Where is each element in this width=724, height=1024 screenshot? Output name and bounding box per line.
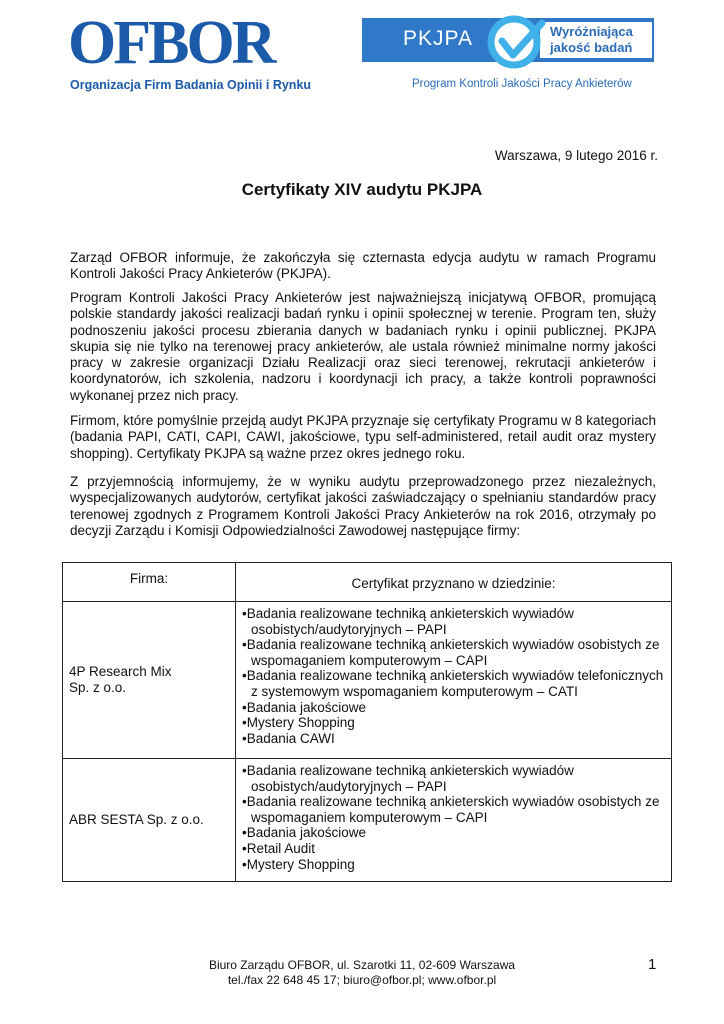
document-date: Warszawa, 9 lutego 2016 r. bbox=[494, 148, 658, 163]
document-title: Certyfikaty XIV audytu PKJPA bbox=[241, 180, 483, 199]
list-item: • Badania realizowane techniką ankieterskich wywiadów osobistych ze wspomaganiem komputerowym – CAPI bbox=[242, 637, 665, 668]
list-item: • Badania CAWI bbox=[242, 731, 665, 747]
paragraph-certificates: Firmom, które pomyślnie przejdą audyt PKJPA przyznaje się certyfikaty Programu w 8 kategoriach (badania PAPI, CATI, CAPI, CAWI, jakościowe, typu self-administered, retail audit oraz mystery shopping). Certyfikaty PKJPA są ważne przez okres jednego roku. bbox=[70, 413, 656, 461]
list-item: • Badania jakościowe bbox=[242, 825, 665, 841]
pkjpa-checkmark-icon bbox=[484, 11, 546, 77]
firm-name-line: 4P Research Mix bbox=[69, 663, 172, 679]
list-item: • Badania jakościowe bbox=[242, 700, 665, 716]
table-row bbox=[63, 602, 672, 759]
field-list bbox=[242, 763, 665, 872]
firm-cell bbox=[63, 602, 236, 759]
footer-contact: tel./fax 22 648 45 17; biuro@ofbor.pl; www.ofbor.pl bbox=[227, 973, 497, 987]
paragraph-intro: Zarząd OFBOR informuje, że zakończyła się czternasta edycja audytu w ramach Programu Kontroli Jakości Pracy Ankieterów (PKJPA). bbox=[70, 250, 656, 282]
firm-name-line: ABR SESTA Sp. z o.o. bbox=[69, 811, 204, 827]
pkjpa-badge-line2: jakość badań bbox=[550, 40, 633, 55]
list-item: • Badania realizowane techniką ankieterskich wywiadów osobistych/audytoryjnych – PAPI bbox=[242, 763, 665, 794]
pkjpa-badge-line1: Wyróżniająca bbox=[550, 24, 633, 39]
ofbor-logo-subtitle: Organizacja Firm Badania Opinii i Rynku bbox=[70, 78, 312, 92]
list-item: • Retail Audit bbox=[242, 841, 665, 857]
table-row bbox=[63, 759, 672, 882]
paragraph-announcement: Z przyjemnością informujemy, że w wyniku audytu przeprowadzonego przez niezależnych, wyspecjalizowanych audytorów, certyfikat jakości zaświadczający o spełnianiu standardów pracy terenowej zgodnych z Programem Kontroli Jakości Pracy Ankieterów na rok 2016, otrzymały po decyzji Zarządu i Komisji Odpowiedzialności Zawodowej następujące firmy: bbox=[70, 474, 656, 538]
header-firm: Firma: bbox=[63, 563, 236, 602]
table-header-row bbox=[63, 563, 672, 602]
fields-cell bbox=[236, 602, 672, 759]
ofbor-logo-wordmark: OFBOR bbox=[68, 9, 274, 77]
footer-address: Biuro Zarządu OFBOR, ul. Szarotki 11, 02-609 Warszawa bbox=[208, 958, 516, 972]
pkjpa-logo-wordmark: PKJPA bbox=[403, 27, 473, 50]
firm-name-line: Sp. z o.o. bbox=[69, 680, 127, 695]
page-number: 1 bbox=[648, 956, 657, 973]
firm-cell bbox=[63, 759, 236, 882]
list-item: • Badania realizowane techniką ankieterskich wywiadów telefonicznych z systemowym wspomaganiem komputerowym – CATI bbox=[242, 668, 665, 699]
field-list bbox=[242, 606, 665, 746]
list-item: • Badania realizowane techniką ankieterskich wywiadów osobistych ze wspomaganiem komputerowym – CAPI bbox=[242, 794, 665, 825]
paragraph-program: Program Kontroli Jakości Pracy Ankieterów jest najważniejszą inicjatywą OFBOR, promującą polskie standardy jakości realizacji badań rynku i opinii społecznej w terenie. Program ten, służy podnoszeniu jakości procesu zbierania danych w badaniach rynku i opinii publicznej. PKJPA skupia się nie tylko na terenowej pracy ankieterów, ale ustala również minimalne normy jakości pracy w zakresie organizacji Działu Realizacji oraz sieci terenowej, rekrutacji ankieterów i koordynatorów, ich szkolenia, nadzoru i koordynacji ich pracy, a także kontroli poprawności wykonanej przez nich pracy. bbox=[70, 290, 656, 403]
pkjpa-logo-subtitle: Program Kontroli Jakości Pracy Ankieterów bbox=[412, 78, 632, 90]
fields-cell bbox=[236, 759, 672, 882]
header-fields: Certyfikat przyznano w dziedzinie: bbox=[236, 563, 672, 602]
list-item: • Mystery Shopping bbox=[242, 857, 665, 873]
list-item: • Mystery Shopping bbox=[242, 715, 665, 731]
certificate-table bbox=[62, 562, 672, 882]
list-item: • Badania realizowane techniką ankieterskich wywiadów osobistych/audytoryjnych – PAPI bbox=[242, 606, 665, 637]
